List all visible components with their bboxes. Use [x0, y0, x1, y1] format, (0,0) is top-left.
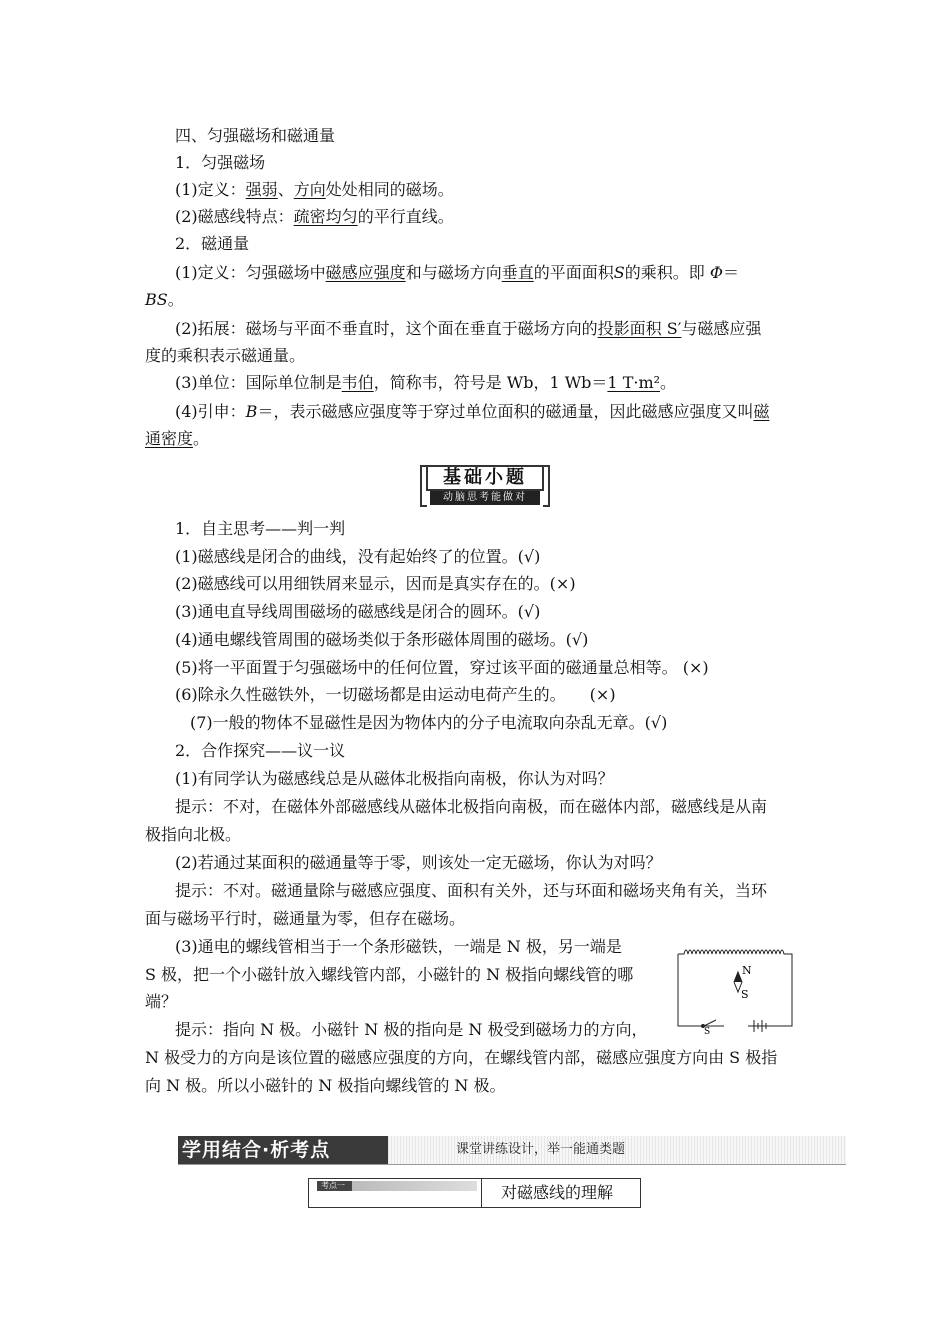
- uniform-field-definition: (1)定义：强弱、方向处处相同的磁场。: [175, 180, 454, 199]
- badge-subtitle: 动脑思考能做对: [430, 491, 540, 505]
- self-think-title: 1．自主思考——判一判: [175, 519, 346, 538]
- badge-right-bracket: [543, 465, 550, 507]
- flux-unit: (3)单位：国际单位制是韦伯，简称韦，符号是 Wb，1 Wb＝1 T·m²。: [175, 373, 677, 392]
- section-banner: [178, 1136, 846, 1165]
- flux-extension-cont: 度的乘积表示磁通量。: [145, 346, 306, 365]
- topic-tag: 考点一: [317, 1181, 477, 1191]
- judge-item-3: (3)通电直导线周围磁场的磁感线是闭合的圆环。(√): [175, 602, 541, 621]
- section-heading: 四、匀强磁场和磁通量: [175, 126, 336, 145]
- discuss-a3-end: 向 N 极。所以小磁针的 N 极指向螺线管的 N 极。: [145, 1076, 506, 1095]
- judge-item-5: (5)将一平面置于匀强磁场中的任何位置，穿过该平面的磁通量总相等。 (×): [175, 658, 709, 677]
- topic-header-table: [308, 1178, 641, 1208]
- judge-item-7: (7)一般的物体不显磁性是因为物体内的分子电流取向杂乱无章。(√): [190, 713, 668, 732]
- discuss-a2: 提示：不对。磁通量除与磁感应强度、面积有关外，还与环面和磁场夹角有关，当环: [175, 881, 768, 900]
- judge-item-2: (2)磁感线可以用细铁屑来显示，因而是真实存在的。(×): [175, 574, 576, 593]
- subheading-uniform-field: 1．匀强磁场: [175, 153, 266, 172]
- flux-definition-cont: BS。: [145, 290, 184, 309]
- discuss-a1-cont: 极指向北极。: [145, 825, 242, 844]
- judge-item-1: (1)磁感线是闭合的曲线，没有起始终了的位置。(√): [175, 547, 541, 566]
- banner-title: 学用结合·析考点: [178, 1136, 388, 1164]
- flux-extension: (2)拓展：磁场与平面不垂直时，这个面在垂直于磁场方向的投影面积 S′与磁感应强: [175, 319, 762, 338]
- switch-label: S: [704, 1027, 711, 1034]
- field-line-feature: (2)磁感线特点：疏密均匀的平行直线。: [175, 207, 454, 226]
- basics-badge: [420, 465, 550, 507]
- discuss-q3-end: 端？: [145, 992, 178, 1011]
- flux-induction-cont: 通密度。: [145, 429, 210, 448]
- judge-item-4: (4)通电螺线管周围的磁场类似于条形磁体周围的磁场。(√): [175, 630, 589, 649]
- judge-item-6: (6)除永久性磁铁外，一切磁场都是由运动电荷产生的。 (×): [175, 685, 616, 704]
- banner-subtitle: 课堂讲练设计，举一能通类题: [456, 1142, 626, 1157]
- solenoid-circuit-figure: [674, 938, 798, 1034]
- topic-title: 对磁感线的理解: [501, 1183, 614, 1202]
- discuss-q3-cont: S 极，把一个小磁针放入螺线管内部，小磁针的 N 极指向螺线管的哪: [145, 965, 634, 984]
- flux-definition: (1)定义：匀强磁场中磁感应强度和与磁场方向垂直的平面面积S的乘积。即 Φ＝: [175, 263, 739, 282]
- topic-tag-cell: [309, 1179, 482, 1207]
- discuss-title: 2．合作探究——议一议: [175, 741, 346, 760]
- discuss-q3: (3)通电的螺线管相当于一个条形磁铁，一端是 N 极，另一端是: [175, 937, 622, 956]
- flux-induction: (4)引申：B＝，表示磁感应强度等于穿过单位面积的磁通量，因此磁感应强度又叫磁: [175, 402, 770, 421]
- discuss-a2-cont: 面与磁场平行时，磁通量为零，但存在磁场。: [145, 909, 466, 928]
- discuss-q2: (2)若通过某面积的磁通量等于零，则该处一定无磁场，你认为对吗？: [175, 853, 662, 872]
- needle-s-label: S: [741, 988, 749, 1001]
- discuss-a3: 提示：指向 N 极。小磁针 N 极的指向是 N 极受到磁场力的方向，: [175, 1020, 648, 1039]
- subheading-flux: 2．磁通量: [175, 234, 250, 253]
- discuss-a3-cont: N 极受力的方向是该位置的磁感应强度的方向，在螺线管内部，磁感应强度方向由 S 极指: [145, 1048, 778, 1067]
- discuss-q1: (1)有同学认为磁感线总是从磁体北极指向南极，你认为对吗？: [175, 769, 614, 788]
- badge-title: 基础小题: [426, 465, 544, 491]
- switch-blade: [704, 1020, 716, 1026]
- solenoid-coil: [678, 950, 788, 954]
- needle-n-label: N: [742, 964, 752, 977]
- discuss-a1: 提示：不对，在磁体外部磁感线从磁体北极指向南极，而在磁体内部，磁感线是从南: [175, 797, 768, 816]
